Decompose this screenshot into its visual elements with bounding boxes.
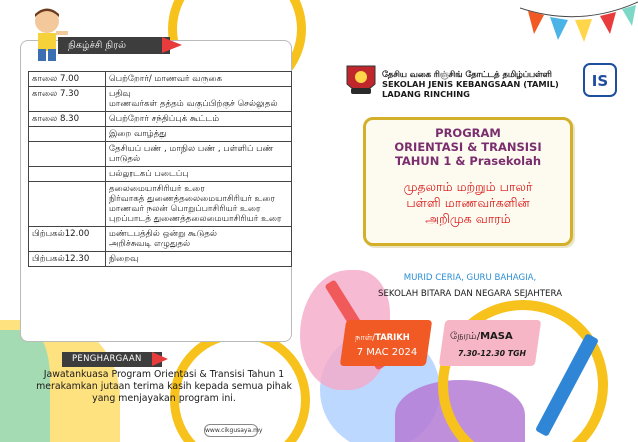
schedule-activity-item: இறை வாழ்த்து: [109, 129, 167, 139]
schedule-activity-item: மாணவர் நலன் பொறுப்பாசிரியர் உரை: [109, 204, 261, 214]
schedule-activity: [106, 72, 292, 87]
schedule-activity-item: நிறைவு: [109, 254, 139, 264]
schedule-table: [28, 71, 292, 267]
schedule-activity-item: பெற்றோர்/ மாணவர் வருகை: [109, 74, 223, 84]
schedule-row: [29, 72, 292, 87]
schedule-activity: [106, 87, 292, 112]
time-label-tamil: நேரம்/: [450, 331, 481, 342]
schedule-row: [29, 127, 292, 142]
schedule-activity-item: மண்டபத்தில் ஒன்று கூடுதல்: [109, 229, 218, 239]
program-title-line1: PROGRAM: [435, 126, 501, 140]
schedule-time: [29, 127, 106, 142]
program-title-line3: TAHUN 1 & Prasekolah: [394, 154, 542, 168]
student-character-icon: [24, 5, 70, 63]
schedule-time: காலை 7.30: [29, 87, 106, 112]
program-title-line2: ORIENTASI & TRANSISI: [394, 140, 542, 154]
schedule-row: [29, 227, 292, 252]
schedule-time: காலை 8.30: [29, 112, 106, 127]
schedule-time: [29, 142, 106, 167]
schedule-activity-item: பல்லூடகப் படைப்பு: [109, 169, 189, 179]
time-box: [439, 320, 541, 366]
motto-line1: MURID CERIA, GURU BAHAGIA,: [403, 273, 537, 283]
schedule-time: பிற்பகல்12.00: [29, 227, 106, 252]
schedule-activity: [106, 127, 292, 142]
schedule-activity: [106, 167, 292, 182]
schedule-activity-item: பெற்றோர் சந்திப்புக் கூட்டம்: [109, 114, 220, 124]
schedule-row: [29, 142, 292, 167]
tag-arrow-icon: [152, 352, 168, 366]
bunting-flags-icon: [520, 0, 638, 55]
schedule-activity: [106, 252, 292, 267]
school-name-malay: SEKOLAH JENIS KEBANGSAAN (TAMIL) LADANG RINCHING: [382, 79, 559, 99]
svg-text:IS: IS: [591, 72, 609, 90]
motto-line2: SEKOLAH BITARA DAN NEGARA SEJAHTERA: [378, 289, 562, 299]
schedule-activity-item: நிர்வாகத் துணைத்தலைமையாசிரியர் உரை: [109, 194, 275, 204]
acknowledgement-tag: PENGHARGAAN: [62, 352, 162, 367]
schedule-row: [29, 252, 292, 267]
tamil-title-line3: அறிமுக வாரம்: [425, 211, 511, 226]
school-name-tamil: தேசிய வகை ரிஞ்சிங் தோட்டத் தமிழ்ப்பள்ளி: [382, 69, 552, 79]
schedule-row: [29, 182, 292, 227]
schedule-activity-item: அறிச்சுவடி எழுதுதல்: [109, 239, 191, 249]
date-label-tamil: நாள்/: [355, 332, 376, 342]
tag-arrow-icon: [162, 37, 182, 53]
time-value: 7.30-12.30 TGH: [457, 349, 527, 358]
website-url[interactable]: www.cikgusaya.my: [204, 424, 258, 437]
tamil-title-line1: முதலாம் மற்றும் பாலர்: [403, 179, 533, 194]
schedule-activity: [106, 142, 292, 167]
time-label: [450, 331, 534, 343]
schedule-activity: [106, 227, 292, 252]
schedule-activity: [106, 112, 292, 127]
program-schedule-tag: நிகழ்ச்சி நிரல்: [58, 37, 170, 54]
schedule-time: காலை 7.00: [29, 72, 106, 87]
school-crest-icon: [345, 64, 377, 98]
schedule-activity: [106, 182, 292, 227]
schedule-activity-item: புறப்பாடத் துணைத்தலைமையாசிரியர் உரை: [109, 214, 282, 224]
date-label: [355, 332, 425, 344]
schedule-time: பிற்பகல்12.30: [29, 252, 106, 267]
date-value: 7 MAC 2024: [356, 347, 418, 358]
tamil-title-line2: பள்ளி மாணவர்களின்: [406, 195, 530, 210]
acknowledgement-text: Jawatankuasa Program Orientasi & Transisi Tahun 1 merakamkan jutaan terima kasih kepada semua pihak yang menjayakan program ini.: [36, 369, 292, 404]
school-name: [382, 69, 582, 99]
schedule-row: [29, 87, 292, 112]
schedule-row: [29, 167, 292, 182]
date-label-malay: TARIKH: [375, 332, 410, 342]
schedule-activity-item: மாணவர்கள் தத்தம் வகுப்பிற்குச் செல்லுதல்: [109, 99, 278, 109]
time-label-malay: MASA: [480, 331, 513, 342]
schedule-activity-item: தலைமையாசிரியர் உரை: [109, 184, 205, 194]
schedule-activity-item: பதிவு: [109, 89, 131, 99]
schedule-time: [29, 167, 106, 182]
schedule-activity-item: தேசியப் பண் , மாநில பண் , பள்ளிப் பண் பாடுதல்: [109, 144, 274, 164]
ministry-logo-icon: [582, 62, 618, 98]
schedule-row: [29, 112, 292, 127]
schedule-time: [29, 182, 106, 227]
